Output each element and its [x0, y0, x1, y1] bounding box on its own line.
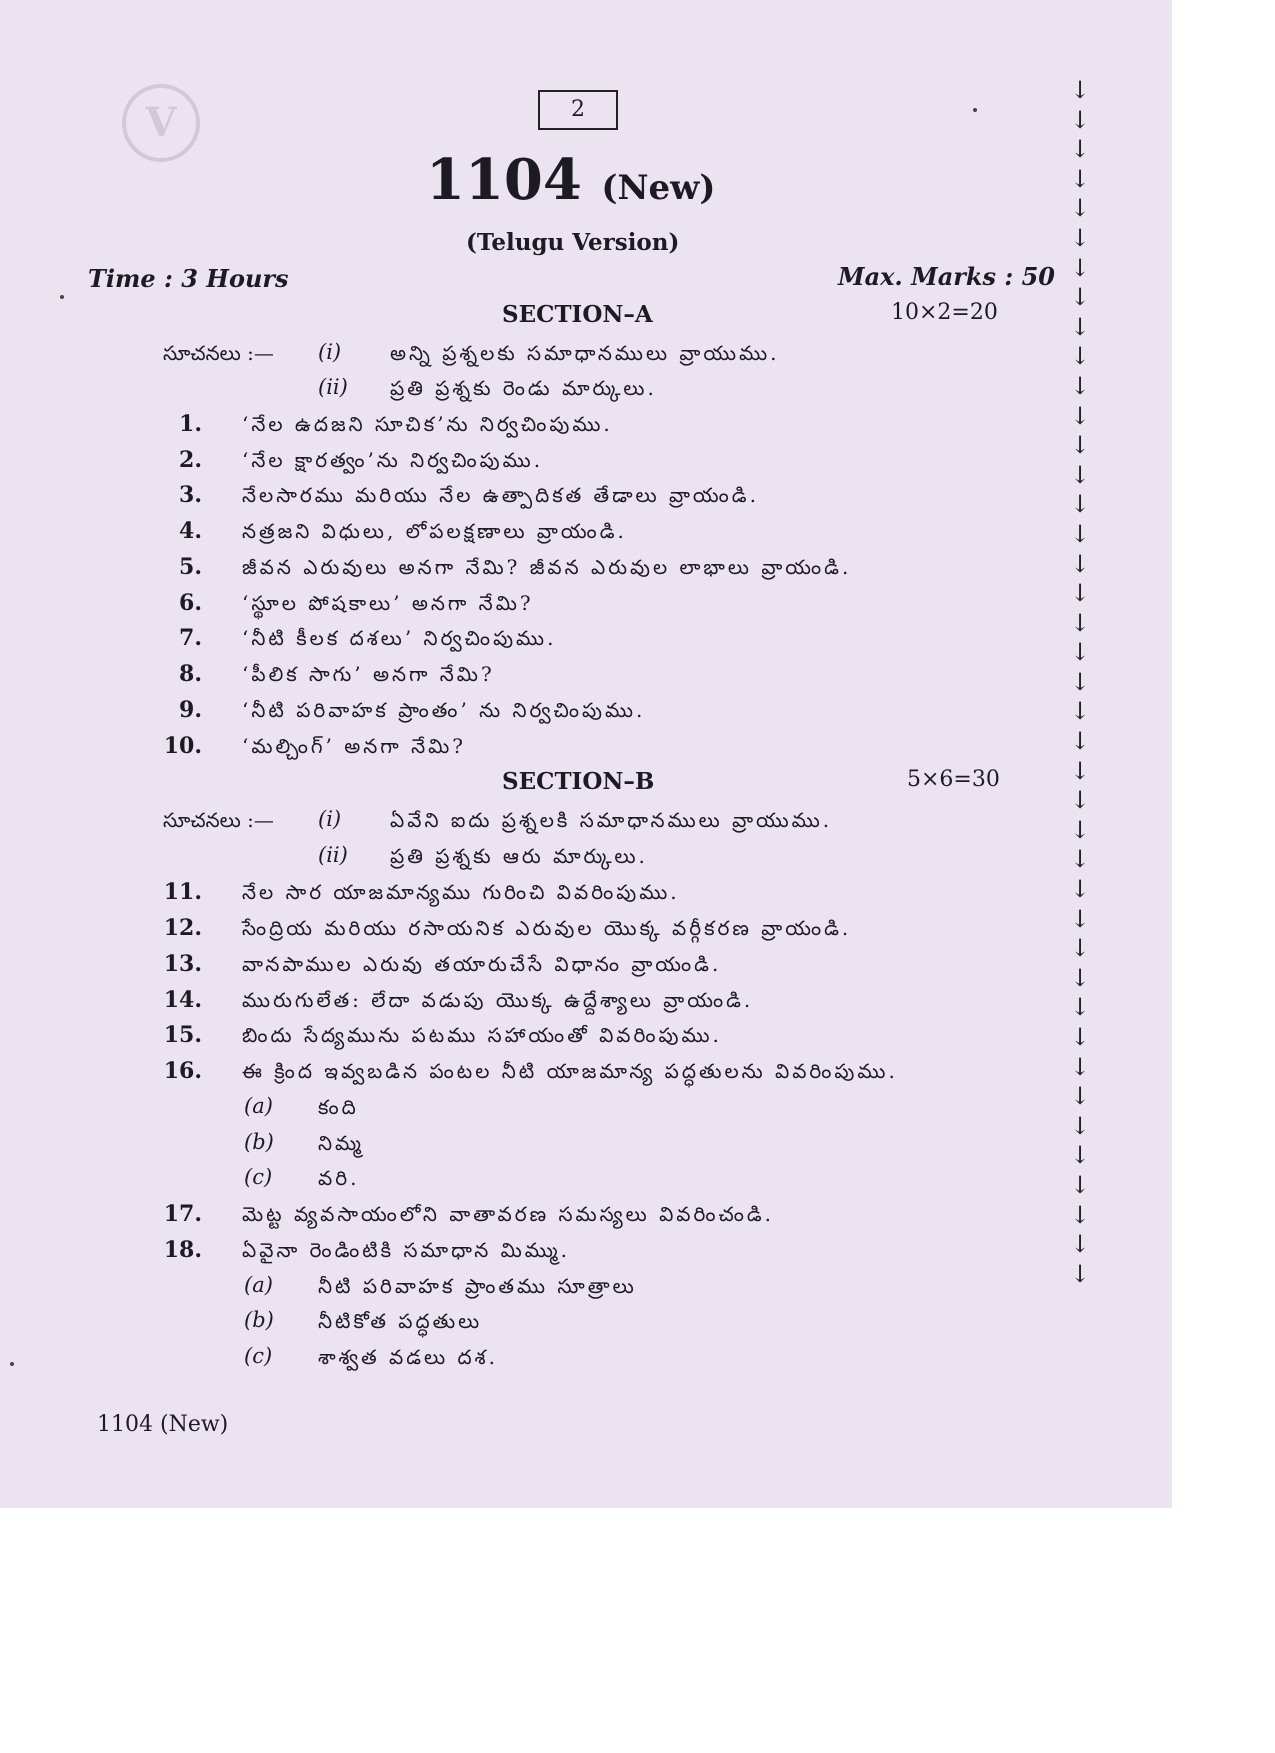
question-number: 15. [163, 1022, 202, 1048]
down-arrow-icon: ↓ [1069, 875, 1091, 904]
question-text: మురుగులేత: లేదా వడుపు యొక్క ఉద్దేశ్యాలు వ్రాయండి. [242, 988, 754, 1012]
down-arrow-icon: ↓ [1069, 815, 1091, 844]
down-arrow-icon: ↓ [1069, 579, 1091, 608]
speck-mark [60, 295, 64, 299]
section-b-instruction-roman: (i) [318, 807, 342, 831]
section-a-marks: 10×2=20 [891, 300, 998, 325]
down-arrow-icon: ↓ [1069, 1141, 1091, 1170]
down-arrow-icon: ↓ [1069, 460, 1091, 489]
question-number: 1. [179, 411, 202, 437]
page-number: 2 [571, 97, 585, 122]
section-b-instruction-roman: (ii) [318, 843, 348, 867]
paper-code: 1104 [426, 147, 582, 213]
down-arrow-icon: ↓ [1069, 667, 1091, 696]
question-text: ‘మల్చింగ్’ అనగా నేమి? [242, 734, 467, 758]
showthrough-circle-mark: V [122, 84, 200, 162]
down-arrow-icon: ↓ [1069, 1259, 1091, 1288]
question-text: బిందు సేద్యమును పటము సహాయంతో వివరింపుము. [242, 1023, 722, 1047]
option-letter: (b) [244, 1308, 274, 1332]
question-text: ఏవైనా రెండింటికి సమాధాన మిమ్ము. [242, 1238, 570, 1262]
down-arrow-icon: ↓ [1069, 638, 1091, 667]
question-number: 5. [179, 554, 202, 580]
down-arrow-icon: ↓ [1069, 135, 1091, 164]
section-b-title: SECTION–B [502, 768, 655, 795]
question-text: వానపాముల ఎరువు తయారుచేసే విధానం వ్రాయండి. [242, 952, 722, 976]
down-arrow-icon: ↓ [1069, 993, 1091, 1022]
down-arrow-icon: ↓ [1069, 786, 1091, 815]
option-letter: (a) [244, 1273, 273, 1297]
max-marks-label: Max. Marks : 50 [838, 262, 1056, 291]
section-a-instructions-label: సూచనలు :— [163, 341, 274, 365]
question-text: ‘నీటి కీలక దశలు’ నిర్వచింపుము. [242, 626, 557, 650]
footer-paper-code: 1104 (New) [97, 1412, 229, 1437]
down-arrow-icon: ↓ [1069, 431, 1091, 460]
option-text: నీటి పరివాహక ప్రాంతము సూత్రాలు [318, 1274, 637, 1298]
section-a-instruction-roman: (ii) [318, 375, 348, 399]
question-text: నేల సార యాజమాన్యము గురించి వివరింపుము. [242, 880, 680, 904]
question-text: నేలసారము మరియు నేల ఉత్పాదికత తేడాలు వ్రాయండి. [242, 483, 759, 507]
down-arrow-icon: ↓ [1069, 1230, 1091, 1259]
down-arrow-icon: ↓ [1069, 697, 1091, 726]
down-arrow-icon: ↓ [1069, 76, 1091, 104]
section-b-instructions-label: సూచనలు :— [163, 808, 274, 832]
down-arrow-icon: ↓ [1069, 371, 1091, 400]
down-arrow-icon: ↓ [1069, 490, 1091, 519]
down-arrow-icon: ↓ [1069, 223, 1091, 252]
question-text: జీవన ఎరువులు అనగా నేమి? జీవన ఎరువుల లాభాలు వ్రాయండి. [242, 555, 852, 579]
down-arrow-icon: ↓ [1069, 283, 1091, 312]
question-text: ‘పీలిక సాగు’ అనగా నేమి? [242, 662, 495, 686]
question-number: 12. [163, 915, 202, 941]
option-text: వరి. [318, 1166, 360, 1190]
down-arrow-icon: ↓ [1069, 934, 1091, 963]
down-arrow-icon: ↓ [1069, 608, 1091, 637]
down-arrow-icon: ↓ [1069, 401, 1091, 430]
down-arrow-icon: ↓ [1069, 1082, 1091, 1111]
question-number: 14. [163, 987, 202, 1013]
down-arrow-icon: ↓ [1069, 845, 1091, 874]
down-arrow-icon: ↓ [1069, 194, 1091, 223]
down-arrow-icon: ↓ [1069, 549, 1091, 578]
paper-code-suffix: (New) [601, 168, 716, 208]
question-number: 6. [179, 590, 202, 616]
down-arrow-icon: ↓ [1069, 312, 1091, 341]
margin-arrow-column [1066, 76, 1094, 1289]
down-arrow-icon: ↓ [1069, 253, 1091, 282]
down-arrow-icon: ↓ [1069, 1052, 1091, 1081]
section-b-instruction-text: ఏవేని ఐదు ప్రశ్నలకి సమాధానములు వ్రాయుము. [390, 808, 833, 832]
speck-mark [10, 1362, 14, 1366]
option-text: కంది [318, 1095, 359, 1119]
option-letter: (b) [244, 1130, 274, 1154]
down-arrow-icon: ↓ [1069, 519, 1091, 548]
down-arrow-icon: ↓ [1069, 342, 1091, 371]
down-arrow-icon: ↓ [1069, 1111, 1091, 1140]
question-number: 7. [179, 625, 202, 651]
question-number: 11. [163, 879, 202, 905]
option-text: నీటికోత పద్ధతులు [318, 1309, 483, 1333]
section-a-instruction-text: ప్రతి ప్రశ్నకు రెండు మార్కులు. [390, 376, 657, 400]
question-text: ‘నేల ఉదజని సూచిక’ను నిర్వచింపుము. [242, 412, 613, 436]
down-arrow-icon: ↓ [1069, 963, 1091, 992]
paper-code-heading [426, 148, 716, 220]
section-b-marks: 5×6=30 [907, 767, 1000, 792]
question-text: మెట్ట వ్యవసాయంలోని వాతావరణ సమస్యలు వివరించండి. [242, 1202, 775, 1226]
question-number: 4. [179, 518, 202, 544]
section-a-instruction-roman: (i) [318, 340, 342, 364]
page-number-box [538, 90, 618, 130]
option-text: నిమ్మ [318, 1131, 364, 1155]
down-arrow-icon: ↓ [1069, 1200, 1091, 1229]
down-arrow-icon: ↓ [1069, 727, 1091, 756]
option-letter: (c) [244, 1165, 273, 1189]
question-number: 3. [179, 482, 202, 508]
question-number: 10. [163, 733, 202, 759]
question-number: 17. [163, 1201, 202, 1227]
down-arrow-icon: ↓ [1069, 1023, 1091, 1051]
down-arrow-icon: ↓ [1069, 164, 1091, 193]
question-text: ఈ క్రింద ఇవ్వబడిన పంటల నీటి యాజమాన్య పద్ధతులను వివరింపుము. [242, 1059, 898, 1083]
question-text: ‘నీటి పరివాహక ప్రాంతం’ ను నిర్వచింపుము. [242, 698, 646, 722]
question-text: ‘స్థూల పోషకాలు’ అనగా నేమి? [242, 591, 534, 615]
question-number: 9. [179, 697, 202, 723]
option-text: శాశ్వత వడలు దశ. [318, 1345, 498, 1369]
version-label: (Telugu Version) [466, 229, 680, 256]
down-arrow-icon: ↓ [1069, 1170, 1091, 1199]
option-letter: (a) [244, 1094, 273, 1118]
option-letter: (c) [244, 1344, 273, 1368]
question-number: 18. [163, 1237, 202, 1263]
question-text: సేంద్రియ మరియు రసాయనిక ఎరువుల యొక్క వర్గీకరణ వ్రాయండి. [242, 916, 852, 940]
question-text: ‘నేల క్షారత్వం’ను నిర్వచింపుము. [242, 448, 544, 472]
section-b-instruction-text: ప్రతి ప్రశ్నకు ఆరు మార్కులు. [390, 844, 648, 868]
down-arrow-icon: ↓ [1069, 105, 1091, 134]
question-number: 2. [179, 447, 202, 473]
question-number: 13. [163, 951, 202, 977]
question-number: 8. [179, 661, 202, 687]
down-arrow-icon: ↓ [1069, 756, 1091, 785]
question-number: 16. [163, 1058, 202, 1084]
speck-mark [973, 108, 977, 112]
section-a-instruction-text: అన్ని ప్రశ్నలకు సమాధానములు వ్రాయుము. [390, 341, 780, 365]
question-text: నత్రజని విధులు, లోపలక్షణాలు వ్రాయండి. [242, 519, 627, 543]
down-arrow-icon: ↓ [1069, 904, 1091, 933]
section-a-title: SECTION–A [502, 301, 653, 328]
time-label: Time : 3 Hours [88, 264, 289, 293]
